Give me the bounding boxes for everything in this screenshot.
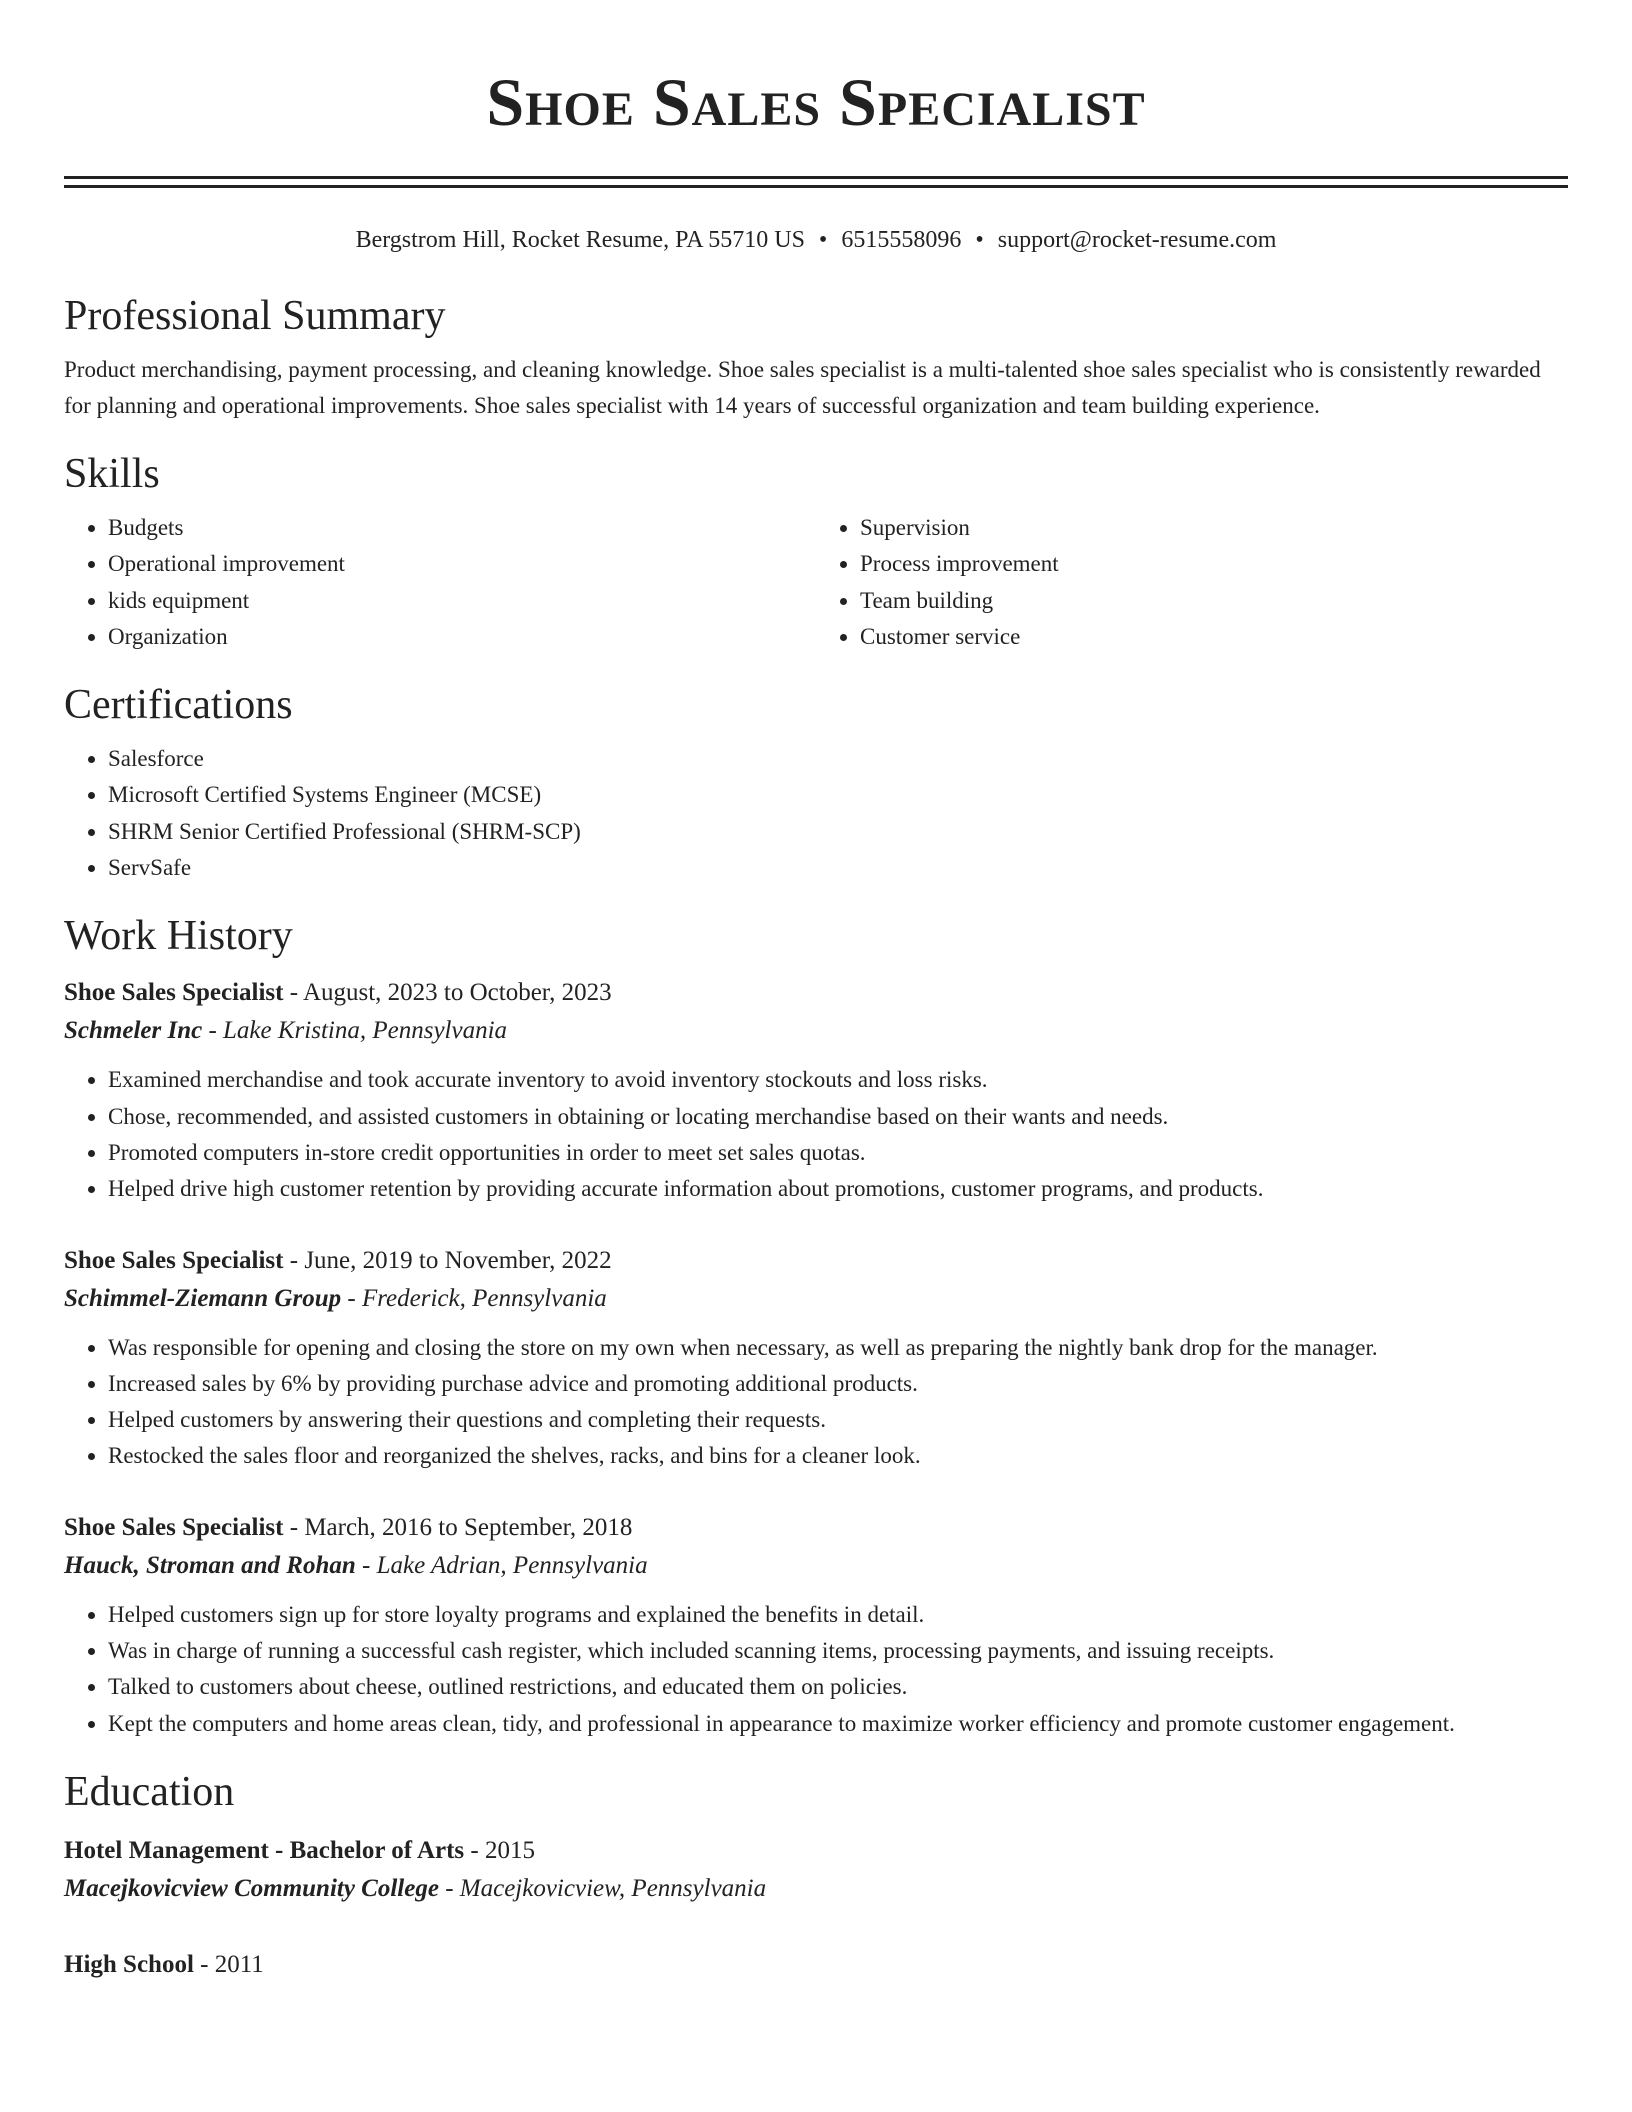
dash: - bbox=[341, 1284, 362, 1312]
job-company: Schmeler Inc bbox=[64, 1017, 203, 1045]
job-bullet: • Examined merchandise and took accurate inventory to avoid inventory stockouts and loss risks. bbox=[108, 1062, 1568, 1098]
contact-separator: • bbox=[818, 227, 828, 253]
job-bullet: • Helped customers sign up for store loyalty programs and explained the benefits in detail. bbox=[108, 1597, 1568, 1633]
resume-name: Shoe Sales Specialist bbox=[486, 64, 1146, 140]
job-bullets bbox=[64, 1062, 1568, 1207]
job-bullet: • Was responsible for opening and closing the store on my own when necessary, as well as preparing the nightly bank drop for the manager. bbox=[108, 1330, 1568, 1366]
job-title-line bbox=[64, 1509, 1568, 1547]
job-dates: June, 2019 to November, 2022 bbox=[304, 1246, 612, 1274]
contact-separator: • bbox=[975, 227, 984, 253]
job-bullet: • Helped drive high customer retention by providing accurate information about promotions, customer programs, and products. bbox=[108, 1171, 1568, 1207]
section-heading-work-history: Work History bbox=[64, 913, 293, 960]
job-company: Schimmel-Ziemann Group bbox=[64, 1284, 342, 1312]
certification-item: • Salesforce bbox=[108, 741, 1568, 777]
job-entry bbox=[64, 974, 1568, 1207]
certifications-list bbox=[64, 741, 1568, 886]
skill-item: • Supervision bbox=[860, 510, 1568, 546]
skill-item: • Budgets bbox=[108, 510, 816, 546]
job-bullet: • Helped customers by answering their questions and completing their requests. bbox=[108, 1402, 1568, 1438]
skills-column-right bbox=[816, 510, 1568, 655]
dash: - bbox=[355, 1551, 377, 1579]
education-entry bbox=[64, 1946, 1568, 1984]
skill-item: • Organization bbox=[108, 619, 816, 655]
section-heading-certifications: Certifications bbox=[64, 682, 293, 729]
job-bullet: • Increased sales by 6% by providing purchase advice and promoting additional products. bbox=[108, 1366, 1568, 1402]
job-bullets bbox=[64, 1330, 1568, 1475]
job-bullet: • Promoted computers in-store credit opportunities in order to meet set sales quotas. bbox=[108, 1135, 1568, 1171]
skills-column-left bbox=[64, 510, 816, 655]
skill-item: • Customer service bbox=[860, 619, 1568, 655]
job-title-line bbox=[64, 974, 1568, 1012]
certification-item: • ServSafe bbox=[108, 850, 1568, 886]
contact-line bbox=[64, 224, 1568, 256]
job-location: Lake Adrian, Pennsylvania bbox=[376, 1551, 648, 1579]
job-bullet: • Kept the computers and home areas clean, tidy, and professional in appearance to maximize worker efficiency and promote customer engagement. bbox=[108, 1706, 1568, 1742]
header-divider-thick bbox=[64, 176, 1568, 179]
section-heading-summary: Professional Summary bbox=[64, 293, 446, 339]
job-company: Hauck, Stroman and Rohan bbox=[64, 1551, 356, 1579]
job-dates: March, 2016 to September, 2018 bbox=[304, 1513, 633, 1541]
education-school: Macejkovicview Community College bbox=[64, 1874, 439, 1902]
job-company-line bbox=[64, 1280, 1568, 1318]
section-heading-skills: Skills bbox=[64, 451, 160, 497]
dash: - bbox=[202, 1017, 224, 1045]
dash: - bbox=[464, 1836, 485, 1864]
job-location: Lake Kristina, Pennsylvania bbox=[223, 1017, 508, 1045]
job-company-line bbox=[64, 1012, 1568, 1050]
section-heading-education: Education bbox=[64, 1768, 235, 1815]
job-bullet: • Talked to customers about cheese, outlined restrictions, and educated them on policies. bbox=[108, 1669, 1568, 1705]
job-location: Frederick, Pennsylvania bbox=[361, 1284, 607, 1312]
education-entry bbox=[64, 1832, 1568, 1908]
dash: - bbox=[283, 1513, 305, 1541]
skill-item: • Operational improvement bbox=[108, 546, 816, 582]
certification-item: • Microsoft Certified Systems Engineer (MCSE) bbox=[108, 777, 1568, 813]
certification-item: • SHRM Senior Certified Professional (SHRM-SCP) bbox=[108, 814, 1568, 850]
contact-email: support@rocket-resume.com bbox=[997, 227, 1277, 253]
contact-phone: 6515558096 bbox=[841, 227, 962, 253]
education-degree: Hotel Management - Bachelor of Arts bbox=[64, 1836, 465, 1864]
education-year: 2015 bbox=[484, 1836, 535, 1864]
job-bullet: • Chose, recommended, and assisted customers in obtaining or locating merchandise based on their wants and needs. bbox=[108, 1099, 1568, 1135]
job-entry bbox=[64, 1242, 1568, 1475]
skill-item: • Process improvement bbox=[860, 546, 1568, 582]
job-title: Shoe Sales Specialist bbox=[64, 979, 284, 1007]
education-year: 2011 bbox=[214, 1950, 264, 1978]
skills-list bbox=[64, 510, 1568, 655]
header-divider-thin bbox=[64, 185, 1568, 188]
education-degree-line bbox=[64, 1832, 1568, 1870]
summary-text: Product merchandising, payment processing, and cleaning knowledge. Shoe sales specialist is a multi-talented shoe sales specialist who is consistently rewarded for planning and operational improvements. Shoe sales specialist with 14 years of successful organization and team building experience. bbox=[64, 357, 1541, 418]
job-entry bbox=[64, 1509, 1568, 1742]
dash: - bbox=[438, 1874, 460, 1902]
education-degree: High School bbox=[64, 1950, 194, 1978]
job-title: Shoe Sales Specialist bbox=[64, 1513, 284, 1541]
education-location: Macejkovicview, Pennsylvania bbox=[459, 1874, 767, 1902]
education-school-line bbox=[64, 1870, 1568, 1908]
job-title-line bbox=[64, 1242, 1568, 1280]
skill-item: • kids equipment bbox=[108, 583, 816, 619]
skill-item: • Team building bbox=[860, 583, 1568, 619]
job-dates: August, 2023 to October, 2023 bbox=[302, 979, 612, 1007]
job-title: Shoe Sales Specialist bbox=[64, 1246, 284, 1274]
job-bullets bbox=[64, 1597, 1568, 1742]
job-bullet: • Restocked the sales floor and reorganized the shelves, racks, and bins for a cleaner look. bbox=[108, 1438, 1568, 1474]
dash: - bbox=[283, 979, 303, 1007]
dash: - bbox=[193, 1950, 215, 1978]
education-degree-line bbox=[64, 1946, 1568, 1984]
job-company-line bbox=[64, 1547, 1568, 1585]
contact-address: Bergstrom Hill, Rocket Resume, PA 55710 US bbox=[355, 227, 805, 253]
job-bullet: • Was in charge of running a successful cash register, which included scanning items, processing payments, and issuing receipts. bbox=[108, 1633, 1568, 1669]
dash: - bbox=[283, 1246, 305, 1274]
